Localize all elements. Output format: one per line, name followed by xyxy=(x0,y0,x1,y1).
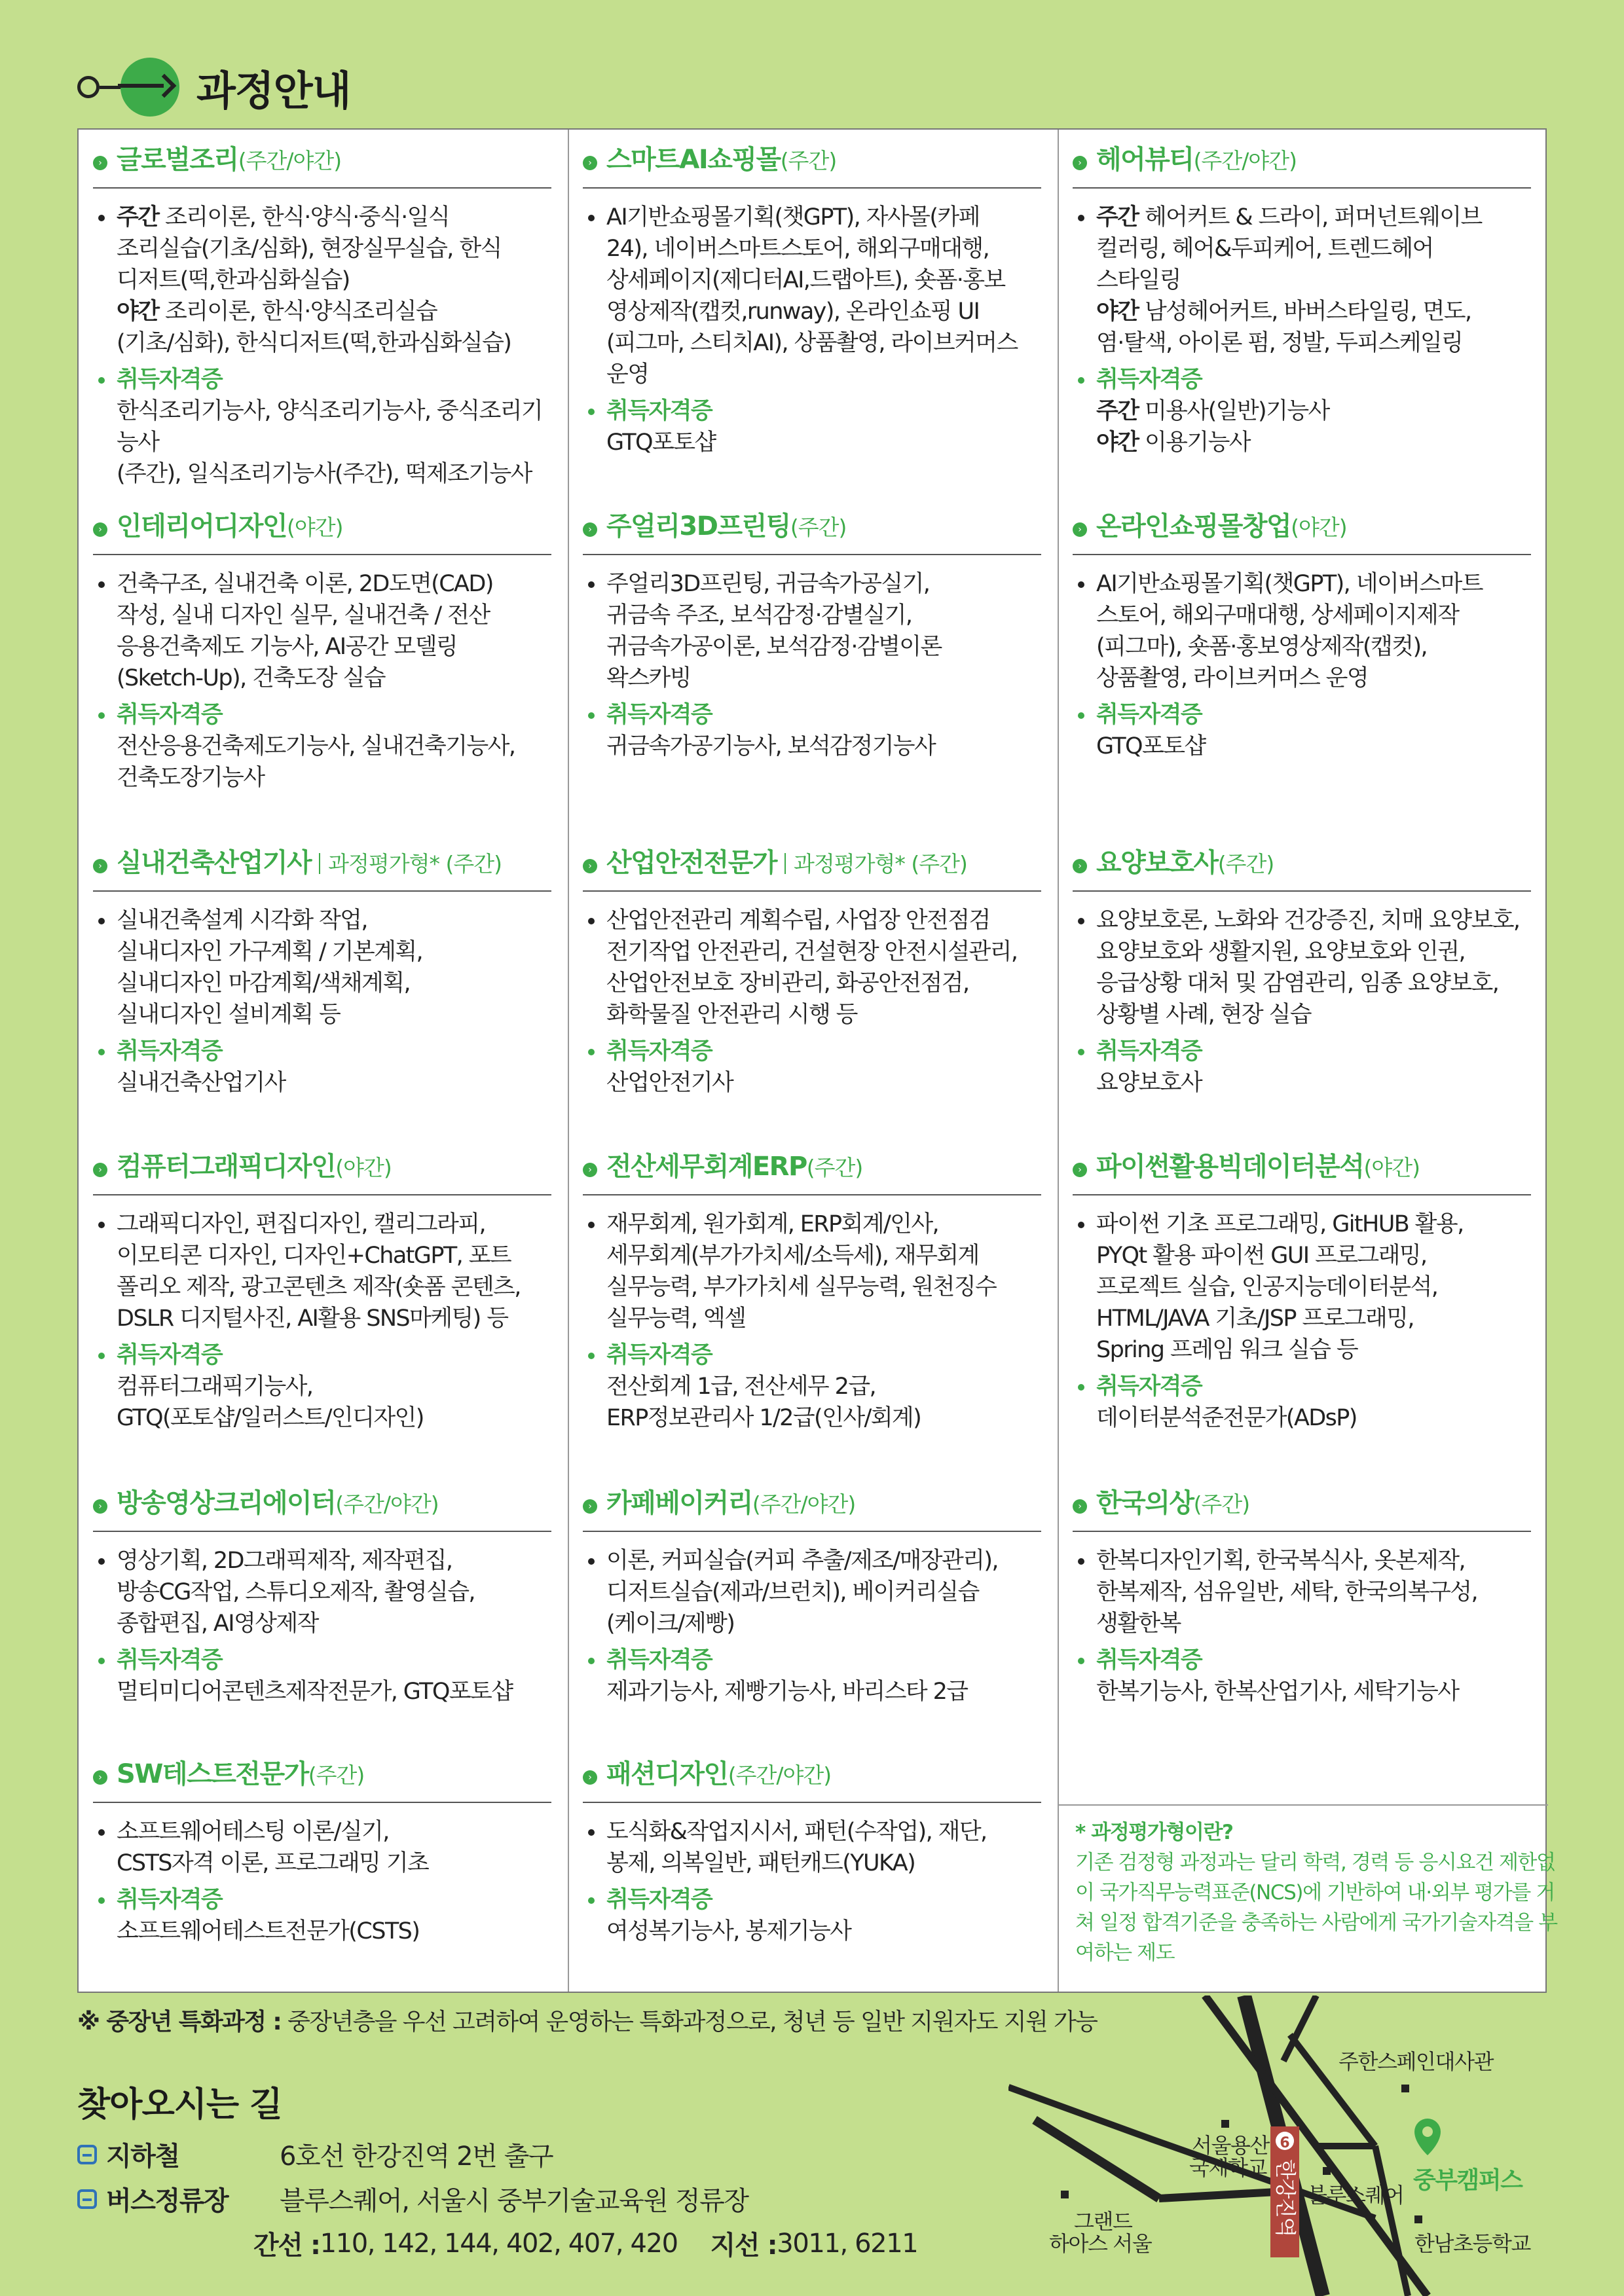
curriculum-item xyxy=(583,1545,1052,1639)
map-road xyxy=(1375,2146,1408,2296)
course-body xyxy=(583,1816,1052,1947)
note-title: * 과정평가형이란? xyxy=(1075,1821,1233,1844)
course-body xyxy=(1073,905,1541,1099)
chevron-circle-icon: › xyxy=(93,1770,107,1785)
title-rule xyxy=(1073,1531,1531,1532)
item-text: 데이터분석준전문가(ADsP) xyxy=(1096,1405,1357,1431)
course-body xyxy=(583,1209,1052,1434)
course-name: 전산세무회계ERP xyxy=(606,1152,807,1182)
item-text: 한복기능사, 한복산업기사, 세탁기능사 xyxy=(1096,1679,1459,1705)
curriculum-item xyxy=(93,202,562,359)
school-label-1: 서울용산 xyxy=(1192,2133,1270,2158)
curriculum-item xyxy=(1073,1209,1541,1366)
cert-label: 취득자격증 xyxy=(1096,1038,1202,1065)
chevron-circle-icon: › xyxy=(583,1499,597,1514)
curriculum-item xyxy=(583,568,1052,694)
title-rule xyxy=(1073,187,1531,189)
grand-label-2: 하아스 서울 xyxy=(1049,2231,1152,2256)
bluesquare-marker xyxy=(1323,2167,1331,2175)
branch-label: 지선 : xyxy=(710,2231,777,2261)
cert-label: 취득자격증 xyxy=(1096,1374,1202,1400)
course-title xyxy=(583,1146,1052,1185)
cert-item xyxy=(1073,1371,1541,1434)
course-title xyxy=(583,1753,1052,1793)
course-name: 요양보호사 xyxy=(1096,848,1218,878)
course-schedule: (주간/야간) xyxy=(335,1491,439,1517)
course-card xyxy=(583,842,1052,1099)
item-text: 주얼리3D프린팅, 귀금속가공실기, 귀금속 주조, 보석감정·감별실기, 귀금속가공이론, 보석감정·감별이론 왁스카빙 xyxy=(606,571,942,691)
title-rule xyxy=(93,1531,551,1532)
course-title xyxy=(1073,1146,1541,1185)
item-text: 조리이론, 한식·양식조리실습 (기초/심화), 한식디저트(떡,한과심화실습) xyxy=(117,299,511,356)
course-title xyxy=(1073,842,1541,881)
column-divider xyxy=(568,130,569,1992)
course-name: 글로벌조리 xyxy=(117,145,238,175)
course-title xyxy=(93,139,562,178)
course-schedule: (주간/야간) xyxy=(728,1762,832,1788)
course-title xyxy=(583,139,1052,178)
course-body xyxy=(93,568,562,793)
chevron-circle-icon: › xyxy=(583,1770,597,1785)
title-rule xyxy=(93,187,551,189)
shift-keyword: 야간 xyxy=(1096,299,1139,325)
curriculum-item xyxy=(1073,1545,1541,1639)
item-text: 멀티미디어콘텐츠제작전문가, GTQ포토샵 xyxy=(117,1679,513,1705)
grand-marker xyxy=(1061,2191,1069,2198)
title-rule xyxy=(93,1194,551,1195)
course-title xyxy=(93,505,562,545)
item-text: 영상기획, 2D그래픽제작, 제작편집, 방송CG작업, 스튜디오제작, 촬영실습, 종합편집, AI영상제작 xyxy=(117,1548,475,1637)
item-text: 건축구조, 실내건축 이론, 2D도면(CAD) 작성, 실내 디자인 실무, 실내건축 / 전산 응용건축제도 기능사, AI공간 모델링 (Sketch-Up), 건축도장 실습 xyxy=(117,571,493,691)
elementary-label: 한남초등학교 xyxy=(1414,2231,1531,2256)
course-body xyxy=(583,905,1052,1099)
cert-label: 취득자격증 xyxy=(606,1887,712,1913)
cert-item xyxy=(583,699,1052,762)
course-name: 카페베이커리 xyxy=(606,1488,752,1518)
course-name: 실내건축산업기사 xyxy=(117,848,312,878)
bluesquare-label: 블루스퀘어 xyxy=(1307,2183,1404,2208)
grand-label-1: 그랜드 xyxy=(1074,2209,1132,2234)
branch-text: 3011, 6211 xyxy=(777,2228,918,2259)
curriculum-item xyxy=(93,1209,562,1334)
campus-label: 중부캠퍼스 xyxy=(1413,2167,1522,2194)
item-text: 소프트웨어테스트전문가(CSTS) xyxy=(117,1918,420,1944)
arrow-circle-icon xyxy=(120,58,179,117)
course-title xyxy=(93,1753,562,1793)
course-name: 파이썬활용빅데이터분석 xyxy=(1096,1152,1364,1182)
item-text: 이용기능사 xyxy=(1138,429,1250,456)
course-title xyxy=(1073,505,1541,545)
course-name: 온라인쇼핑몰창업 xyxy=(1096,511,1291,541)
header-ring-icon xyxy=(77,76,100,98)
curriculum-item xyxy=(1073,568,1541,694)
cert-label: 취득자격증 xyxy=(606,1038,712,1065)
cert-label: 취득자격증 xyxy=(117,1038,223,1065)
bus-icon xyxy=(77,2189,97,2209)
cert-label: 취득자격증 xyxy=(1096,1647,1202,1673)
shift-keyword: 주간 xyxy=(1096,204,1139,230)
bus-lines-row xyxy=(253,2225,917,2262)
item-text: 요양보호사 xyxy=(1096,1070,1202,1096)
cert-item xyxy=(93,1339,562,1434)
course-schedule: (야간) xyxy=(1291,515,1347,540)
title-rule xyxy=(93,890,551,892)
course-body xyxy=(93,1209,562,1434)
chevron-circle-icon: › xyxy=(583,1163,597,1177)
shift-keyword: 야간 xyxy=(1096,429,1139,456)
course-schedule: (야간) xyxy=(335,1155,392,1180)
station-number: 6 xyxy=(1280,2135,1290,2151)
course-body xyxy=(1073,202,1541,458)
course-body xyxy=(1073,1209,1541,1434)
course-title xyxy=(93,842,562,881)
item-text: AI기반쇼핑몰기획(챗GPT), 네이버스마트 스토어, 해외구매대행, 상세페이지제작 (피그마), 숏폼·홍보영상제작(캡컷), 상품촬영, 라이브커머스 운영 xyxy=(1096,571,1483,691)
title-rule xyxy=(583,1194,1041,1195)
curriculum-item xyxy=(93,568,562,694)
cert-item xyxy=(583,1645,1052,1707)
course-card xyxy=(1073,139,1541,458)
school-marker xyxy=(1221,2120,1229,2128)
subway-row xyxy=(77,2136,553,2173)
chevron-circle-icon: › xyxy=(93,522,107,537)
cert-item xyxy=(93,1036,562,1099)
subway-label: 지하철 xyxy=(106,2141,179,2172)
course-schedule: 과정평가형* (주간) xyxy=(328,851,502,877)
cert-label: 취득자격증 xyxy=(117,367,223,393)
trunk-label: 간선 : xyxy=(253,2231,320,2261)
course-schedule: (야간) xyxy=(1363,1155,1420,1180)
course-card xyxy=(583,139,1052,458)
chevron-circle-icon: › xyxy=(583,522,597,537)
cert-label: 취득자격증 xyxy=(606,1647,712,1673)
chevron-circle-icon: › xyxy=(93,156,107,170)
course-title xyxy=(583,842,1052,881)
course-schedule: (주간) xyxy=(1193,1491,1250,1517)
cert-label: 취득자격증 xyxy=(1096,702,1202,728)
course-card xyxy=(583,1146,1052,1434)
item-text: 전산응용건축제도기능사, 실내건축기능사, 건축도장기능사 xyxy=(117,733,515,791)
course-name: 스마트AI쇼핑몰 xyxy=(606,145,781,175)
curriculum-item xyxy=(1073,202,1541,359)
course-title xyxy=(583,505,1052,545)
note-text: 기존 검정형 과정과는 달리 학력, 경력 등 응시요건 제한없이 국가직무능력표준(NCS)에 기반하여 내·외부 평가를 거쳐 일정 합격기준을 충족하는 사람에게 국가기술자격을 부여하는 제도 xyxy=(1075,1851,1557,1965)
item-text: 제과기능사, 제빵기능사, 바리스타 2급 xyxy=(606,1679,968,1705)
course-name: 인테리어디자인 xyxy=(117,511,287,541)
item-text: 재무회계, 원가회계, ERP회계/인사, 세무회계(부가가치세/소득세), 재무회계 실무능력, 부가가치세 실무능력, 원천징수 실무능력, 엑셀 xyxy=(606,1211,997,1332)
station-label: 한강진역 xyxy=(1273,2159,1298,2237)
item-text: 그래픽디자인, 편집디자인, 캘리그라피, 이모티콘 디자인, 디자인+ChatGPT, 포트 폴리오 제작, 광고콘텐츠 제작(숏폼 콘텐츠, DSLR 디지털사진, AI활용 SNS마케팅) 등 xyxy=(117,1211,521,1332)
course-card xyxy=(1073,505,1541,762)
item-text: AI기반쇼핑몰기획(챗GPT), 자사몰(카페 24), 네이버스마트스토어, 해외구매대행, 상세페이지(제디터AI,드랩아트), 숏폼·홍보 영상제작(캡컷,runway), 온라인쇼핑 UI (피그마, 스티치AI), 상품촬영, 라이브커머스 운영 xyxy=(606,204,1018,388)
cert-item xyxy=(93,1884,562,1947)
shift-keyword: 야간 xyxy=(117,299,159,325)
title-rule xyxy=(583,187,1041,189)
course-name: 산업안전전문가 xyxy=(606,848,777,878)
item-text: 전산회계 1급, 전산세무 2급, ERP정보관리사 1/2급(인사/회계) xyxy=(606,1374,921,1431)
column-divider xyxy=(1058,130,1059,1992)
course-card xyxy=(1073,1482,1541,1707)
course-body xyxy=(583,568,1052,762)
title-rule xyxy=(1073,890,1531,892)
cert-label: 취득자격증 xyxy=(606,398,712,424)
cert-item xyxy=(583,1884,1052,1947)
curriculum-item xyxy=(583,1816,1052,1879)
course-schedule: (주간/야간) xyxy=(752,1491,856,1517)
item-text: 산업안전관리 계획수립, 사업장 안전점검 전기작업 안전관리, 건설현장 안전시설관리, 산업안전보호 장비관리, 화공안전점검, 화학물질 안전관리 시행 등 xyxy=(606,907,1018,1028)
curriculum-item xyxy=(93,905,562,1030)
subway-icon xyxy=(77,2145,97,2164)
subway-text: 6호선 한강진역 2번 출구 xyxy=(280,2141,553,2172)
item-text: 파이썬 기초 프로그래밍, GitHUB 활용, PYQt 활용 파이썬 GUI 프로그래밍, 프로젝트 실습, 인공지능데이터분석, HTML/JAVA 기초/JSP 프로그래밍, Spring 프레임 워크 실습 등 xyxy=(1096,1211,1464,1363)
course-body xyxy=(583,1545,1052,1707)
special-label: ※ 중장년 특화과정 : xyxy=(77,2009,282,2035)
item-text: 한복디자인기획, 한국복식사, 옷본제작, 한복제작, 섬유일반, 세탁, 한국의복구성, 생활한복 xyxy=(1096,1548,1478,1637)
chevron-circle-icon: › xyxy=(583,156,597,170)
item-text: 여성복기능사, 봉제기능사 xyxy=(606,1918,851,1944)
map-road xyxy=(1159,2192,1277,2198)
course-schedule: (주간) xyxy=(780,148,837,173)
item-text: 산업안전기사 xyxy=(606,1070,733,1096)
special-course-note xyxy=(77,2003,1097,2037)
item-text: 미용사(일반)기능사 xyxy=(1138,398,1329,424)
item-text: 소프트웨어테스팅 이론/실기, CSTS자격 이론, 프로그래밍 기초 xyxy=(117,1819,429,1876)
curriculum-item xyxy=(93,1816,562,1879)
course-schedule: (야간) xyxy=(286,515,343,540)
course-title xyxy=(1073,1482,1541,1522)
bus-row xyxy=(77,2180,748,2217)
course-title xyxy=(1073,139,1541,178)
chevron-circle-icon: › xyxy=(1073,522,1087,537)
elementary-marker xyxy=(1414,2215,1422,2223)
course-card xyxy=(1073,842,1541,1099)
course-card xyxy=(583,505,1052,762)
course-card xyxy=(93,1482,562,1707)
course-card xyxy=(93,139,562,490)
trunk-text: 110, 142, 144, 402, 407, 420 xyxy=(320,2228,678,2259)
course-body xyxy=(93,905,562,1099)
course-card xyxy=(583,1482,1052,1707)
chevron-circle-icon: › xyxy=(583,859,597,873)
item-text: 남성헤어커트, 바버스타일링, 면도, 염·탈색, 아이론 펌, 정발, 두피스케일링 xyxy=(1096,299,1471,356)
course-schedule: (주간) xyxy=(806,1155,863,1180)
curriculum-item xyxy=(583,202,1052,390)
cert-item xyxy=(583,1036,1052,1099)
bus-text: 블루스퀘어, 서울시 중부기술교육원 정류장 xyxy=(280,2186,748,2216)
cert-label: 취득자격증 xyxy=(606,1342,712,1368)
course-title xyxy=(93,1146,562,1185)
course-body xyxy=(583,202,1052,458)
course-schedule: (주간) xyxy=(308,1762,365,1788)
course-name: 주얼리3D프린팅 xyxy=(606,511,790,541)
course-card xyxy=(93,505,562,793)
course-body xyxy=(1073,1545,1541,1707)
curriculum-item xyxy=(583,905,1052,1030)
location-map xyxy=(1008,1995,1547,2296)
special-text: 중장년층을 우선 고려하여 운영하는 특화과정으로, 청년 등 일반 지원자도 지원 가능 xyxy=(281,2009,1098,2035)
chevron-circle-icon: › xyxy=(1073,1163,1087,1177)
course-name: 패션디자인 xyxy=(606,1759,728,1789)
cert-label: 취득자격증 xyxy=(117,1342,223,1368)
title-rule xyxy=(1073,1194,1531,1195)
item-text: GTQ포토샵 xyxy=(606,429,716,456)
assessment-note xyxy=(1075,1817,1560,1968)
cert-label: 취득자격증 xyxy=(117,1887,223,1913)
course-schedule: (주간/야간) xyxy=(1193,148,1297,173)
item-text: 한식조리기능사, 양식조리기능사, 중식조리기능사 (주간), 일식조리기능사(주간), 떡제조기능사 xyxy=(117,398,543,487)
course-grid xyxy=(77,128,1557,1993)
course-body xyxy=(1073,568,1541,762)
course-schedule: (주간) xyxy=(1217,851,1274,877)
course-title xyxy=(583,1482,1052,1522)
course-schedule: (주간) xyxy=(790,515,847,540)
course-name: SW테스트전문가 xyxy=(117,1759,308,1789)
course-name: 방송영상크리에이터 xyxy=(117,1488,336,1518)
school-label-2: 국제학교 xyxy=(1189,2155,1267,2180)
item-text: 요양보호론, 노화와 건강증진, 치매 요양보호, 요양보호와 생활지원, 요양보호와 인권, 응급상황 대처 및 감염관리, 임종 요양보호, 상황별 사례, 현장 실습 xyxy=(1096,907,1520,1028)
course-schedule: (주간/야간) xyxy=(238,148,342,173)
cert-label: 취득자격증 xyxy=(117,1647,223,1673)
item-text: 컴퓨터그래픽기능사, GTQ(포토샵/일러스트/인디자인) xyxy=(117,1374,424,1431)
title-rule xyxy=(583,1802,1041,1803)
embassy-marker xyxy=(1401,2085,1409,2092)
shift-keyword: 주간 xyxy=(117,204,159,230)
curriculum-item xyxy=(93,1545,562,1639)
title-rule xyxy=(93,1802,551,1803)
page-title: 과정안내 xyxy=(196,66,351,115)
title-rule xyxy=(583,1531,1041,1532)
chevron-circle-icon: › xyxy=(93,1163,107,1177)
course-body xyxy=(93,1816,562,1947)
item-text: 실내건축설계 시각화 작업, 실내디자인 가구계획 / 기본계획, 실내디자인 마감계획/색채계획, 실내디자인 설비계획 등 xyxy=(117,907,423,1028)
cert-label: 취득자격증 xyxy=(1096,367,1202,393)
cert-label: 취득자격증 xyxy=(117,702,223,728)
course-name: 한국의상 xyxy=(1096,1488,1194,1518)
embassy-label: 주한스페인대사관 xyxy=(1338,2049,1494,2074)
course-card xyxy=(93,1146,562,1434)
item-text: 실내건축산업기사 xyxy=(117,1070,286,1096)
directions-title: 찾아오시는 길 xyxy=(77,2085,282,2124)
item-text: 조리이론, 한식·양식·중식·일식 조리실습(기초/심화), 현장실무실습, 한식 디저트(떡,한과심화실습) xyxy=(117,204,502,293)
course-name: 헤어뷰티 xyxy=(1096,145,1194,175)
cert-item xyxy=(1073,1645,1541,1707)
cert-item xyxy=(93,699,562,793)
cert-item xyxy=(1073,364,1541,458)
chevron-circle-icon: › xyxy=(1073,156,1087,170)
curriculum-item xyxy=(583,1209,1052,1334)
cert-item xyxy=(1073,699,1541,762)
title-rule xyxy=(1073,554,1531,555)
course-card xyxy=(583,1753,1052,1947)
cert-item xyxy=(583,395,1052,458)
shift-keyword: 주간 xyxy=(1096,398,1139,424)
section-header xyxy=(77,58,351,117)
course-body xyxy=(93,202,562,490)
item-text: 도식화&작업지시서, 패턴(수작업), 재단, 봉제, 의복일반, 패턴캐드(YUKA) xyxy=(606,1819,987,1876)
curriculum-item xyxy=(1073,905,1541,1030)
item-text: 이론, 커피실습(커피 추출/제조/매장관리), 디저트실습(제과/브런치), 베이커리실습 (케이크/제빵) xyxy=(606,1548,998,1637)
title-separator xyxy=(319,853,320,874)
item-text: GTQ포토샵 xyxy=(1096,733,1206,759)
course-card xyxy=(93,842,562,1099)
course-card xyxy=(93,1753,562,1947)
cert-label: 취득자격증 xyxy=(606,702,712,728)
chevron-circle-icon: › xyxy=(93,1499,107,1514)
cert-item xyxy=(93,1645,562,1707)
cert-item xyxy=(93,364,562,490)
course-name: 컴퓨터그래픽디자인 xyxy=(117,1152,336,1182)
title-rule xyxy=(93,554,551,555)
item-text: 헤어커트 & 드라이, 퍼머넌트웨이브 컬러링, 헤어&두피케어, 트렌드헤어 스타일링 xyxy=(1096,204,1482,293)
title-rule xyxy=(583,554,1041,555)
item-text: 귀금속가공기능사, 보석감정기능사 xyxy=(606,733,936,759)
cert-item xyxy=(1073,1036,1541,1099)
note-divider xyxy=(1058,1804,1548,1806)
course-card xyxy=(1073,1146,1541,1434)
cert-item xyxy=(583,1339,1052,1434)
course-schedule: 과정평가형* (주간) xyxy=(793,851,967,877)
chevron-circle-icon: › xyxy=(93,859,107,873)
chevron-circle-icon: › xyxy=(1073,1499,1087,1514)
course-body xyxy=(93,1545,562,1707)
bus-label: 버스정류장 xyxy=(106,2186,229,2216)
title-rule xyxy=(583,890,1041,892)
title-separator xyxy=(784,853,786,874)
chevron-circle-icon: › xyxy=(1073,859,1087,873)
course-title xyxy=(93,1482,562,1522)
